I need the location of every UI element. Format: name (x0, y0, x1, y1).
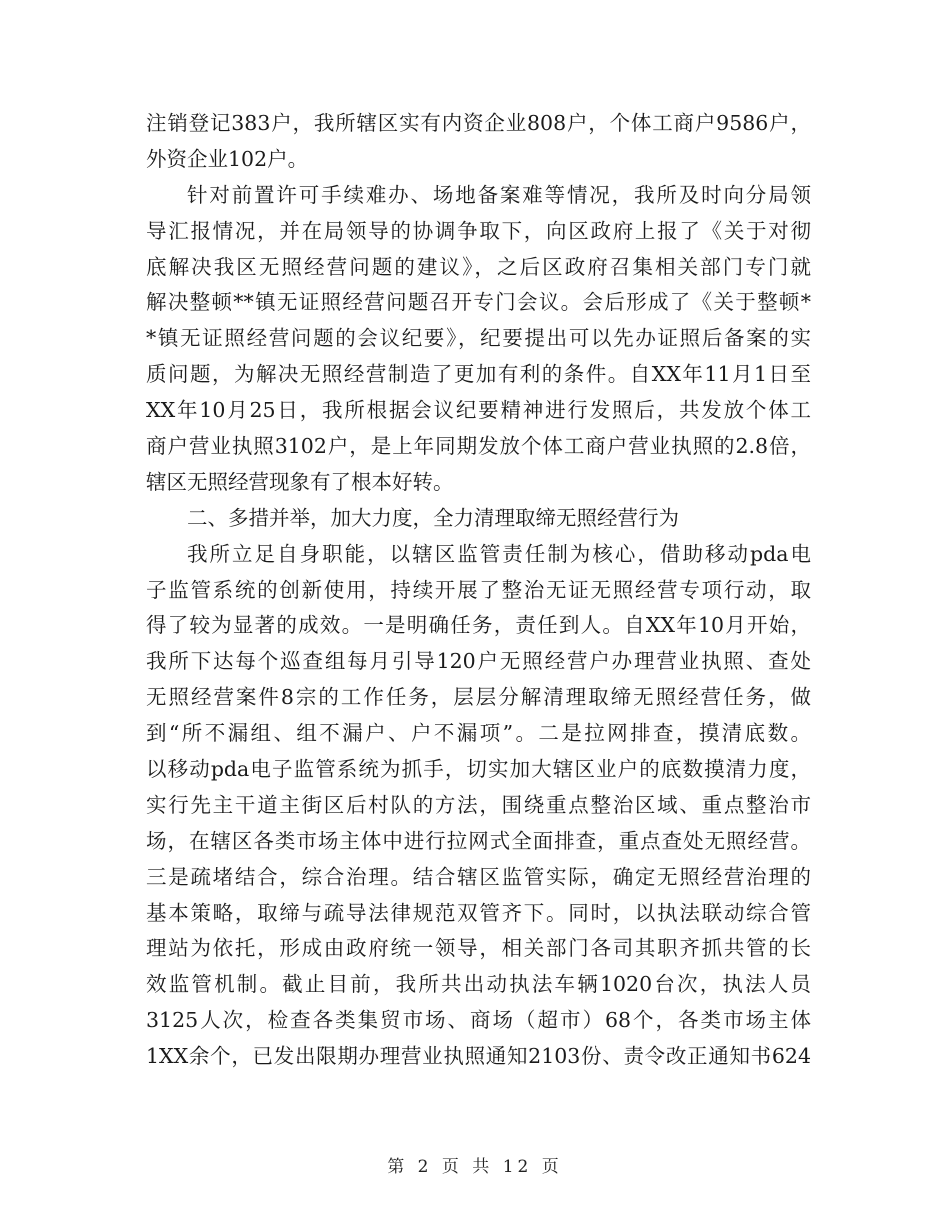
text-line: 场，在辖区各类市场主体中进行拉网式全面排查，重点查处无照经营。 (146, 828, 811, 853)
text-line: 无照经营案件8宗的工作任务，层层分解清理取缔无照经营任务，做 (146, 685, 811, 710)
text-line: 解决整顿**镇无证照经营问题召开专门会议。会后形成了《关于整顿* (146, 290, 811, 315)
text-line: 以移动pda电子监管系统为抓手，切实加大辖区业户的底数摸清力度， (146, 757, 811, 782)
page-number-footer: 第 2 页 共 12 页 (387, 1157, 563, 1177)
text-line: XX年10月25日，我所根据会议纪要精神进行发照后，共发放个体工 (146, 398, 811, 423)
text-line: 理站为依托，形成由政府统一领导，相关部门各司其职齐抓共管的长 (146, 936, 811, 961)
section-heading: 二、多措并举，加大力度，全力清理取缔无照经营行为 (187, 505, 679, 530)
text-line: 导汇报情况，并在局领导的协调争取下，向区政府上报了《关于对彻 (146, 218, 811, 243)
text-line: 商户营业执照3102户，是上年同期发放个体工商户营业执照的2.8倍， (146, 434, 811, 459)
text-line: 底解决我区无照经营问题的建议》，之后区政府召集相关部门专门就 (146, 254, 811, 279)
text-line: 针对前置许可手续难办、场地备案难等情况，我所及时向分局领 (187, 182, 811, 207)
document-body (146, 106, 811, 1075)
text-line: 质问题，为解决无照经营制造了更加有利的条件。自XX年11月1日至 (146, 362, 811, 387)
text-line: 辖区无照经营现象有了根本好转。 (146, 469, 454, 494)
text-line: 基本策略，取缔与疏导法律规范双管齐下。同时，以执法联动综合管 (146, 900, 811, 925)
text-line: 3125人次，检查各类集贸市场、商场（超市）68个，各类市场主体 (146, 1008, 811, 1033)
text-line: 1XX余个，已发出限期办理营业执照通知2103份、责令改正通知书624 (146, 1044, 811, 1069)
text-line: 效监管机制。截止目前，我所共出动执法车辆1020台次，执法人员 (146, 972, 811, 997)
text-line: 我所立足自身职能，以辖区监管责任制为核心，借助移动pda电 (187, 541, 811, 566)
text-line: *镇无证照经营问题的会议纪要》，纪要提出可以先办证照后备案的实 (146, 326, 811, 351)
text-line: 到“所不漏组、组不漏户、户不漏项”。二是拉网排查，摸清底数。 (146, 721, 811, 746)
text-line: 注销登记383户，我所辖区实有内资企业808户，个体工商户9586户， (146, 111, 811, 135)
text-line: 外资企业102户。 (146, 146, 309, 171)
text-line: 实行先主干道主街区后村队的方法，围绕重点整治区域、重点整治市 (146, 792, 811, 817)
text-line: 三是疏堵结合，综合治理。结合辖区监管实际，确定无照经营治理的 (146, 864, 811, 889)
text-line: 子监管系统的创新使用，持续开展了整治无证无照经营专项行动，取 (146, 577, 811, 602)
text-line: 我所下达每个巡查组每月引导120户无照经营户办理营业执照、查处 (146, 649, 811, 674)
text-line: 得了较为显著的成效。一是明确任务，责任到人。自XX年10月开始， (146, 613, 811, 638)
